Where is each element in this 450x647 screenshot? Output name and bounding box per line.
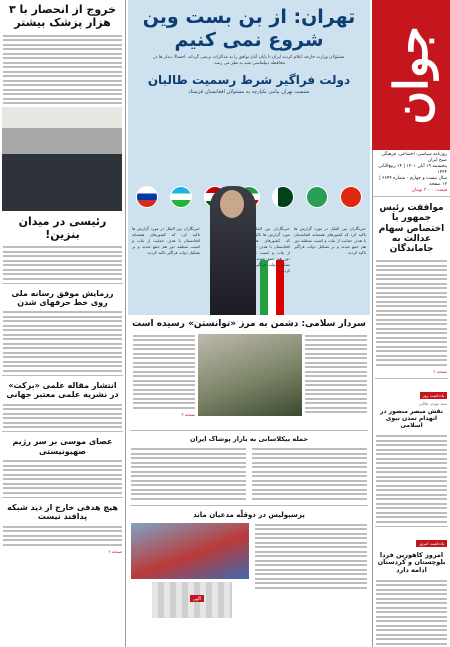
left-story-5-text [0,460,125,494]
right-tag-1-author: سید مهدی طالبی [418,401,447,407]
left-story-3-headline[interactable]: رزمایش موفق رسانه ملی روی خط حرفهای شدن [11,288,114,307]
salami-more-link[interactable]: صفحه ۳ [181,412,195,418]
russia-flag-icon [136,186,158,208]
right-column [372,0,450,647]
left-story-5-headline[interactable]: عصای موسی بر سر رژیم صهیونیستی [12,437,113,456]
left-story-1-headline[interactable]: خروج از انحصار با ۳ هزار پزشک بیشتر [8,3,117,29]
china-flag-icon [340,186,362,208]
lead-body-middle: خبرنگاران بین الملل در مورد گزارش ها تاکید کرد که کشورهای همسایه افغانستان با هدف حمایت از ثبات و امنیت منطقه دور هم جمع شدند و بر تشکیل دولت فراگیر تاکید کردند. [246,226,290,273]
lead-headline[interactable]: تهران: از بن بست وین شروع نمی کنیم [142,6,356,51]
persepolis-headline[interactable]: پرسپولیس در دوقلّه مدعیان ماند [193,511,305,520]
lead-intro: مسئولان وزارت خارجه اعلام کردند ایران تا پایان آبان توافق را به مذاکرات برنمی گرداند. احتمالا دیدار ها در محافظه دیپلماسی بعید به نظر می رسد. [153,54,345,66]
right-more-link[interactable]: صفحه ۲ [433,369,447,375]
uzbekistan-flag-icon [170,186,192,208]
lead-body-left: خبرنگاران بین الملل در مورد گزارش ها تاکید کرد که کشورهای همسایه افغانستان با هدف حمایت از ثبات و امنیت منطقه دور هم جمع شدند و بر تشکیل دولت فراگیر تاکید کردند. [132,226,200,255]
left-more-link[interactable]: صفحه ۴ [108,549,122,555]
center-column [128,0,370,647]
right-story-1-text [373,260,450,366]
left-story-2-headline[interactable]: رئیسی در میدان بنزین! [18,215,107,241]
issue-line-2: پنجشنبه ۱۹ آبان ۱۴۰۱ | ۱۴ ربیع‌الثانی ۱۴۴۴ [378,164,447,175]
second-headline[interactable]: دولت فراگیر شرط رسمیت طالبان [147,72,351,87]
right-story-3-headline[interactable]: امروز کاهورین فردا بلوچستان و کردستان ادامه دارد [377,550,446,574]
right-story-2-headline[interactable]: نقش مبصر منصور در انهدام تمدن نبوی اسلامی [380,408,443,429]
salami-headline[interactable]: سردار سلامی: دشمن به مرز «توانستن» رسیده است [132,319,366,329]
football-photo [131,523,249,579]
salami-photo [198,334,302,416]
left-story-4-headline[interactable]: انتشار مقاله علمی «برکت» در نشریه علمی معتبر جهانی [6,380,119,400]
left-story-3-text [0,311,125,372]
issue-price: قیمت: ۳۰۰۰ تومان [411,188,447,193]
left-story-1-text [0,35,125,105]
right-tag-1: یادداشت روز [420,392,447,399]
issue-line-1: روزنامه سیاسی، اجتماعی، فرهنگی صبح ایران [381,152,447,163]
right-story-2-text [373,435,450,523]
issue-info [373,150,450,197]
right-tag-2: یادداشت امروز [416,540,447,547]
second-subheadline: نشست تهران پیامی یکپارچه به مسئولان افغانستان فرستاد [188,89,310,96]
left-column [0,0,126,647]
left-story-6-text [0,526,125,546]
pakistan-flag-icon [272,186,294,208]
issue-line-3: سال بیست و چهارم - شماره ۶۶۴۴ | ۱۲ صفحه [379,176,447,187]
left-story-2-text [0,246,125,280]
lead-body-right: خبرنگاران بین الملل در مورد گزارش ها تاکید کرد که کشورهای همسایه افغانستان با هدف حمایت از ثبات و امنیت منطقه دور هم جمع شدند و بر تشکیل دولت فراگیر تاکید کردند. [294,226,366,255]
ad-label: آگهی [190,595,204,602]
right-story-3-text [373,580,450,647]
campaign-headline[interactable]: حمله بیکلاسانی به بازار پوشاک ایران [189,435,309,444]
lead-story[interactable] [128,0,370,315]
minister-head [220,190,244,218]
masthead-logo[interactable]: جوان [372,0,450,150]
advertisement[interactable] [152,582,232,618]
turkmenistan-flag-icon [306,186,328,208]
president-photo [2,107,122,211]
salami-text-left [130,332,198,427]
left-story-6-headline[interactable]: هیچ هدفی خارج از دید شبکه پدافند نیست [7,502,118,521]
salami-text-right [302,332,370,427]
right-story-1-headline[interactable]: موافقت رئیس جمهور با اختصاص سهام عدالت به جاماندگان [378,203,445,255]
left-story-4-text [0,404,125,429]
